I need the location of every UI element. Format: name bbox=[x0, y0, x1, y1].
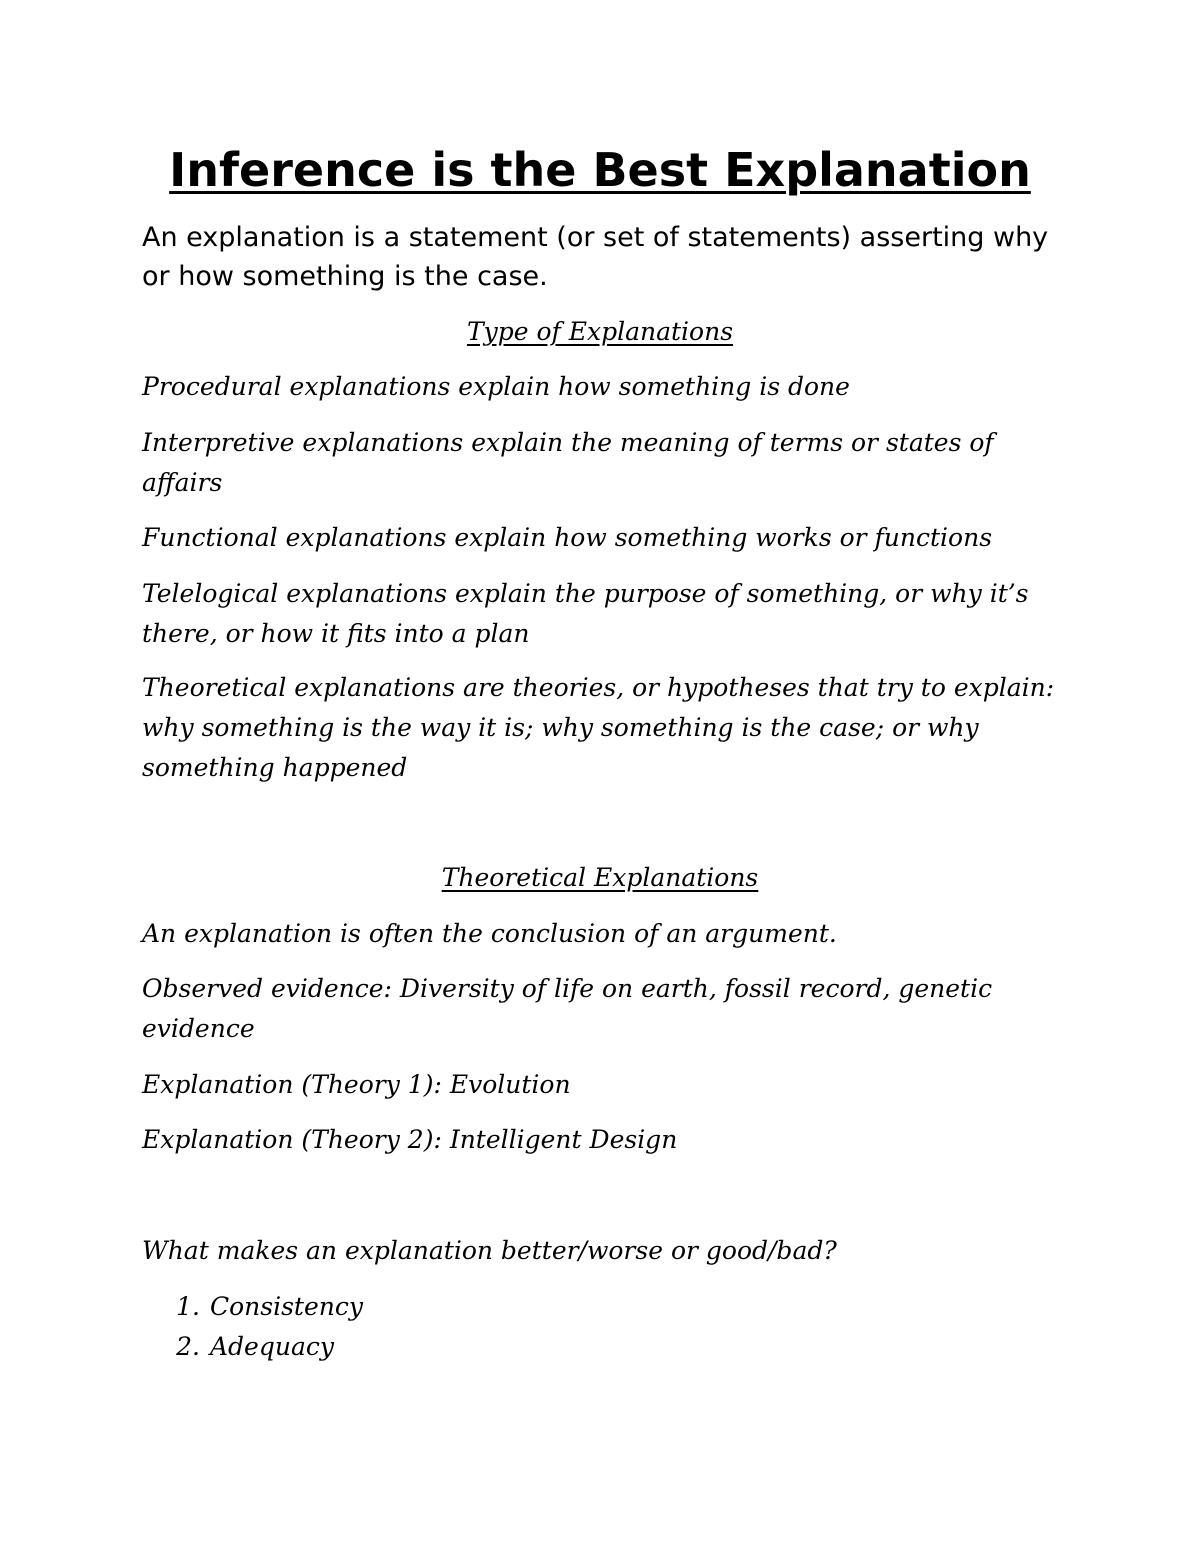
criteria-list bbox=[142, 1287, 1062, 1367]
type-procedural: Procedural explanations explain how something is done bbox=[142, 372, 850, 401]
type-theoretical: Theoretical explanations are theories, or hypotheses that try to explain: why something is the way it is; why something is the case; or why something happened bbox=[142, 673, 1055, 782]
list-item-number: 1. bbox=[176, 1292, 200, 1321]
question-paragraph: What makes an explanation better/worse or good/bad? bbox=[142, 1236, 837, 1265]
intro-paragraph: An explanation is a statement (or set of statements) asserting why or how something is the case. bbox=[142, 222, 1049, 292]
types-heading: Type of Explanations bbox=[466, 317, 734, 346]
list-item-label: Adequacy bbox=[210, 1332, 334, 1361]
observed-evidence: Observed evidence: Diversity of life on earth, fossil record, genetic evidence bbox=[142, 974, 993, 1043]
theory-1: Explanation (Theory 1): Evolution bbox=[142, 1070, 571, 1099]
type-functional: Functional explanations explain how something works or functions bbox=[142, 523, 993, 552]
document-title: Inference is the Best Explanation bbox=[169, 143, 1031, 197]
type-interpretive: Interpretive explanations explain the meaning of terms or states of affairs bbox=[142, 428, 994, 497]
theory-2: Explanation (Theory 2): Intelligent Design bbox=[142, 1125, 678, 1154]
type-telelogical: Telelogical explanations explain the purpose of something, or why it’s there, or how it fits into a plan bbox=[142, 579, 1029, 648]
theoretical-heading: Theoretical Explanations bbox=[441, 863, 759, 892]
list-item-number: 2. bbox=[176, 1332, 200, 1361]
list-item bbox=[142, 1287, 1062, 1327]
theoretical-conclusion: An explanation is often the conclusion of an argument. bbox=[142, 919, 837, 948]
list-item bbox=[142, 1327, 1062, 1367]
list-item-label: Consistency bbox=[210, 1292, 364, 1321]
